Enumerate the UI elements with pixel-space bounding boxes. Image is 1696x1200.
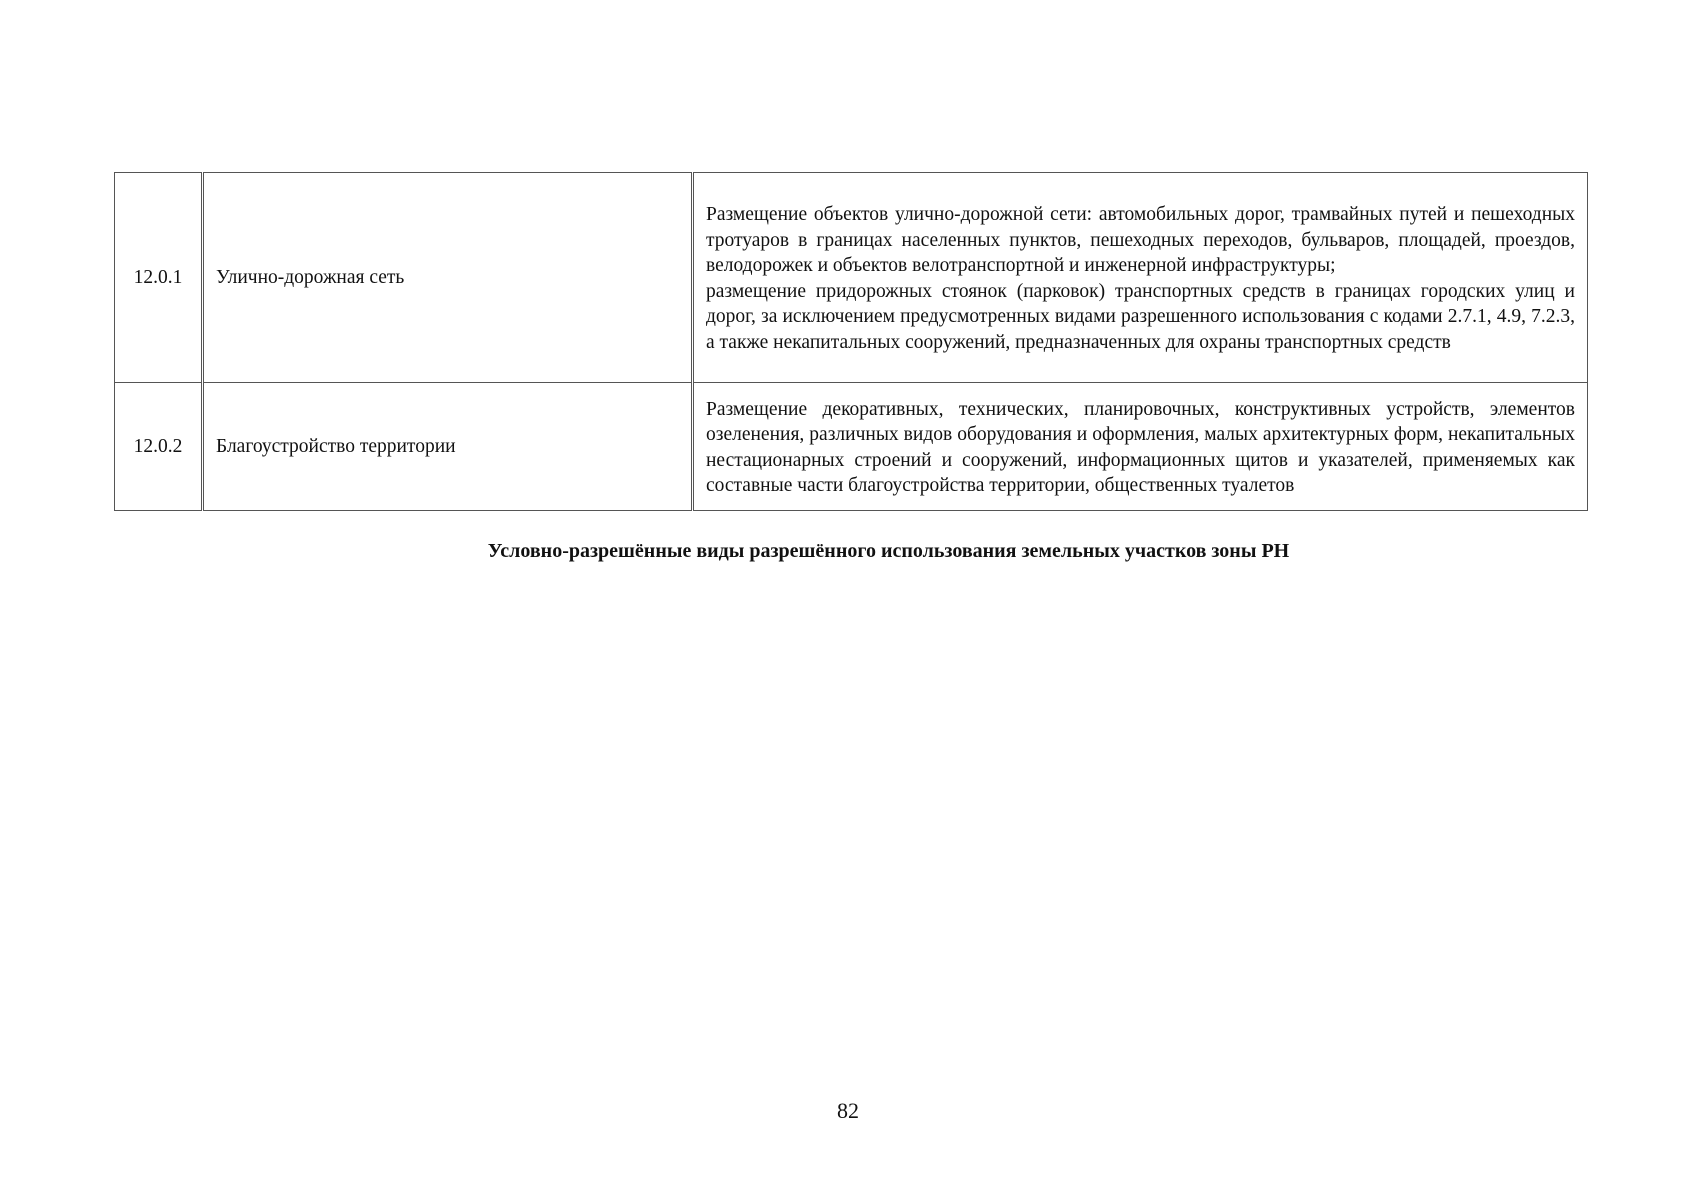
use-description bbox=[693, 173, 1588, 383]
description-paragraph: Размещение объектов улично-дорожной сети: автомобильных дорог, трамвайных путей и пешеходных тротуаров в границах населенных пунктов, пешеходных переходов, бульваров, площадей, проездов, велодорожек и объектов велотранспортной и инженерной инфраструктуры; bbox=[706, 204, 1575, 276]
use-name: Благоустройство территории bbox=[203, 383, 693, 511]
use-code: 12.0.2 bbox=[115, 383, 203, 511]
use-description bbox=[693, 383, 1588, 511]
section-heading: Условно-разрешённые виды разрешённого использования земельных участков зоны РН bbox=[487, 540, 1290, 562]
description-paragraph: размещение придорожных стоянок (парковок) транспортных средств в границах городских улиц и дорог, за исключением предусмотренных видами разрешенного использования с кодами 2.7.1, 4.9, 7.2.3, а также некапитальных сооружений, предназначенных для охраны транспортных средств bbox=[706, 280, 1575, 353]
table-row bbox=[115, 173, 1588, 383]
use-code: 12.0.1 bbox=[115, 173, 203, 383]
description-paragraph: Размещение декоративных, технических, планировочных, конструктивных устройств, элементов озеленения, различных видов оборудования и оформления, малых архитектурных форм, некапитальных нестационарных строений и сооружений, информационных щитов и указателей, применяемых как составные части благоустройства территории, общественных туалетов bbox=[706, 398, 1575, 496]
land-use-table bbox=[114, 172, 1588, 511]
use-name: Улично-дорожная сеть bbox=[203, 173, 693, 383]
page-number: 82 bbox=[837, 1098, 859, 1123]
table-row bbox=[115, 383, 1588, 511]
